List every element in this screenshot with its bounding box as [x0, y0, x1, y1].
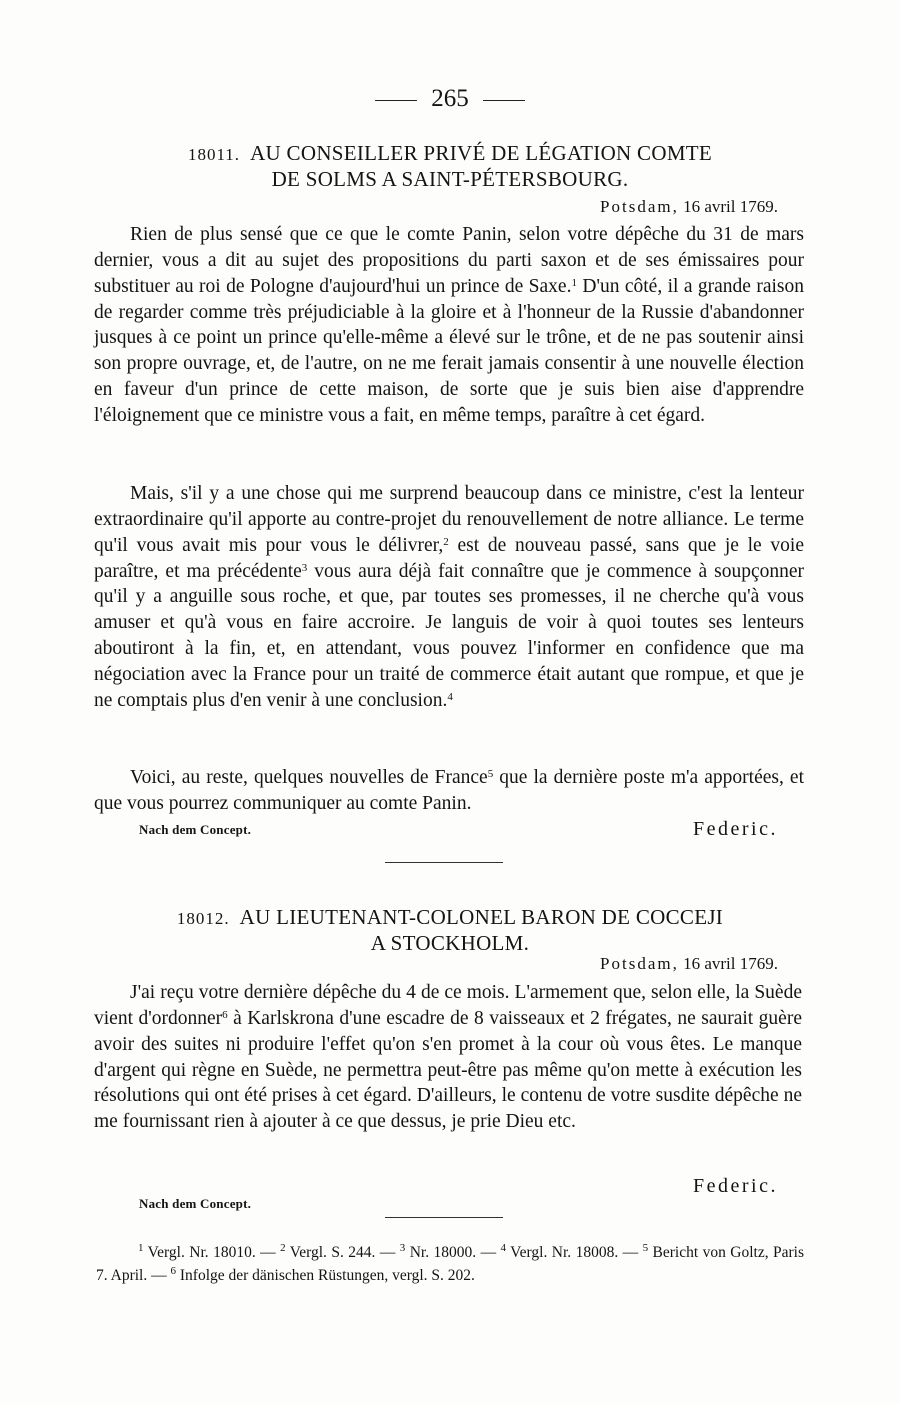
letter-1-dateline	[600, 197, 778, 217]
letter-2-date: 16 avril 1769.	[683, 954, 778, 973]
letter-1-date: 16 avril 1769.	[683, 197, 778, 216]
footnote-marker: 3	[399, 1242, 406, 1254]
page-number-text: 265	[431, 85, 469, 112]
letter-2-dateline	[600, 954, 778, 974]
footnote-marker: 6	[222, 1008, 228, 1021]
letter-1-signature: Federic.	[693, 818, 778, 840]
footnote-marker: 1	[138, 1242, 144, 1254]
footnote-marker: 4	[500, 1242, 507, 1254]
letter-1-title-text-1: AU CONSEILLER PRIVÉ DE LÉGATION COMTE	[250, 141, 713, 165]
footnote-marker: 5	[487, 768, 494, 780]
letter-1-heading	[94, 141, 806, 191]
footnotes: $^1$ Vergl. Nr. 18010. — $^2$ Vergl. S. 244. — $^3$ Nr. 18000. — $^4$ Vergl. Nr. 18008. — $^5$ Bericht von Goltz, Paris 7. April. — $^6$ Infolge der dänischen Rüstungen, vergl. S. 202.	[96, 1242, 805, 1284]
footnote-marker: 6	[170, 1265, 176, 1277]
letter-1-source-note: Nach dem Concept.	[139, 822, 252, 837]
page-number-right-dash	[483, 100, 525, 101]
letter-1-title-line-2: DE SOLMS A SAINT-PÉTERSBOURG.	[271, 167, 629, 191]
footnote-marker: 1	[571, 276, 577, 289]
letter-1-title-line-1	[94, 141, 806, 167]
letter-1-place: Potsdam,	[600, 197, 679, 216]
letter-2-title-line-2: A STOCKHOLM.	[370, 931, 530, 955]
section-divider	[385, 862, 503, 863]
letter-2-paragraph-1: J'ai reçu votre dernière dépêche du 4 de ce mois. L'armement que, selon elle, la Suède vient d'ordonner$^6$ à Karlskrona d'une escadre de 8 vaisseaux et 2 frégates, ne saurait guère avoir des suites ni produire l'effet qu'on s'en promet à la cour où vous êtes. Le manque d'argent qui règne en Suède, ne permettra peut-être pas même qu'on mette à exécution les résolutions qui ont été prises à cet égard. D'ailleurs, le contenu de votre susdite dépêche ne me fournissant rien à ajouter à ce que dessus, je prie Dieu etc.	[94, 982, 802, 1133]
footnote-marker: 4	[447, 690, 453, 703]
letter-2-title-text-1: AU LIEUTENANT-COLONEL BARON DE COCCEJI	[239, 905, 724, 929]
page-number	[0, 84, 900, 114]
letter-1-number: 18011.	[187, 145, 241, 164]
footnote-marker: 2	[443, 535, 449, 548]
page-number-left-dash	[375, 100, 417, 101]
footnote-marker: 3	[301, 561, 308, 574]
letter-2-place: Potsdam,	[600, 954, 679, 973]
footnote-divider	[385, 1217, 503, 1218]
letter-2-heading	[94, 905, 806, 955]
letter-1-paragraph-3: Voici, au reste, quelques nouvelles de France$^5$ que la dernière poste m'a apportées, et que vous pourrez communiquer au comte Panin.	[94, 767, 804, 814]
footnote-marker: 2	[280, 1242, 286, 1254]
letter-2-title-line-1	[94, 905, 806, 931]
letter-1-paragraph-1: Rien de plus sensé que ce que le comte Panin, selon votre dépêche du 31 de mars dernier, vous a dit au sujet des propositions du parti saxon et de ses émissaires pour substituer au roi de Pologne d'aujourd'hui un prince de Saxe.$^1$ D'un côté, il a grande raison de regarder comme très préjudiciable à la gloire et à l'honneur de la Russie d'abandonner jusques à ce point un prince qu'elle-même a élevé sur le trône, et de ne pas soutenir ainsi son propre ouvrage, et, de l'autre, on ne me ferait jamais consentir à une nouvelle élection en faveur d'un prince de cette maison, de sorte que je suis bien aise d'apprendre l'éloignement que ce ministre vous a fait, en même temps, paraître à cet égard.	[94, 224, 804, 426]
letter-2-source-note: Nach dem Concept.	[139, 1196, 252, 1211]
letter-1-paragraph-2: Mais, s'il y a une chose qui me surprend beaucoup dans ce ministre, c'est la lenteur extraordinaire qu'il apporte au contre-projet du renouvellement de notre alliance. Le terme qu'il vous avait mis pour vous le délivrer,$^2$ est de nouveau passé, sans que je le voie paraître, et ma précédente$^3$ vous aura déjà fait connaître que je commence à soupçonner qu'il y a anguille sous roche, et que, par toutes ses promesses, il ne cherche qu'à vous amuser et qu'à vous en faire accroire. Je languis de voir à quoi toutes ses lenteurs aboutiront à la fin, et, en attendant, vous pouvez l'informer en confidence que ma négociation avec la France pour un traité de commerce était autant que rompue, et que je ne comptais plus d'en venir à une conclusion.$^4$	[94, 483, 805, 711]
letter-2-signature: Federic.	[693, 1175, 778, 1197]
letter-2-number: 18012.	[176, 909, 230, 928]
footnote-marker: 5	[642, 1242, 649, 1254]
